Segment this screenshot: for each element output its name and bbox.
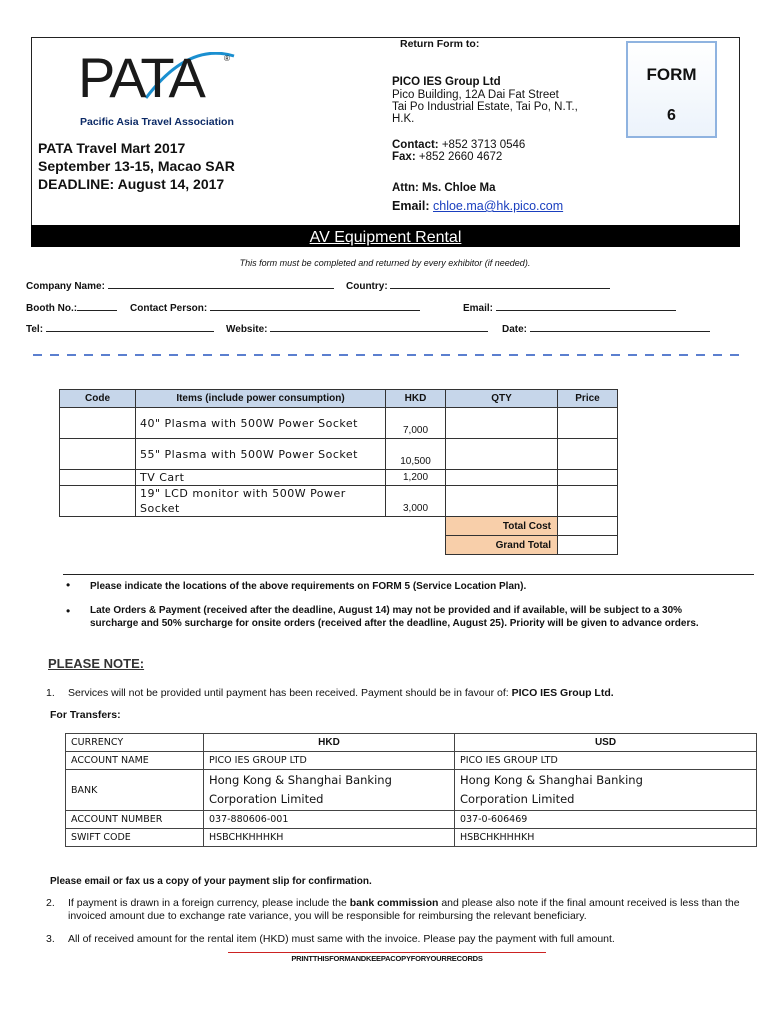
table-row	[66, 752, 757, 770]
total-cost-value[interactable]	[558, 517, 618, 536]
account-number-hkd: 037-880606-001	[204, 811, 455, 829]
header-items: Items (include power consumption)	[136, 390, 386, 408]
item-cell: 55" Plasma with 500W Power Socket	[136, 439, 386, 470]
bank-hkd: Hong Kong & Shanghai Banking Corporation Limited	[204, 770, 455, 811]
total-cost-row	[60, 517, 618, 536]
field-website[interactable]: Website:	[226, 322, 488, 335]
qty-cell[interactable]	[446, 470, 558, 486]
item-cell: TV Cart	[136, 470, 386, 486]
form-number-box	[626, 41, 717, 138]
note-number: 2.	[46, 897, 55, 909]
field-tel[interactable]: Tel:	[26, 322, 214, 335]
country-input[interactable]	[390, 279, 610, 289]
bullet-item: Late Orders & Payment (received after the deadline, August 14) may not be provided and if available, will be subject to a 30% surcharge and 50% surcharge for onsite orders (received after the deadline, August 25). Priority will be given to advance orders.	[90, 605, 699, 629]
fax-number: Fax: +852 2660 4672	[392, 151, 503, 163]
qty-cell[interactable]	[446, 486, 558, 517]
note-number: 1.	[46, 687, 55, 699]
return-company: PICO IES Group Ltd	[392, 76, 501, 88]
qty-cell[interactable]	[446, 408, 558, 439]
contact-phone: Contact: +852 3713 0546	[392, 139, 526, 151]
event-dates: September 13-15, Macao SAR	[38, 158, 235, 174]
total-cost-label: Total Cost	[446, 517, 558, 536]
item-cell: 40" Plasma with 500W Power Socket	[136, 408, 386, 439]
table-row	[66, 770, 757, 811]
code-cell[interactable]	[60, 408, 136, 439]
qty-cell[interactable]	[446, 439, 558, 470]
table-row	[60, 486, 618, 517]
form-label: FORM	[646, 65, 697, 84]
price-cell[interactable]	[558, 439, 618, 470]
hkd-cell: 10,500	[386, 439, 446, 470]
contact-person-input[interactable]	[210, 301, 420, 311]
date-input[interactable]	[530, 322, 710, 332]
account-name-usd: PICO IES GROUP LTD	[455, 752, 757, 770]
note-2: If payment is drawn in a foreign currency, please include the bank commission and please also note if the final amount received is less than the invoiced amount due to exchange rate variance, you will be responsible for reimbursing the relevant beneficiary.	[68, 897, 740, 922]
confirmation-note: Please email or fax us a copy of your payment slip for confirmation.	[50, 876, 372, 887]
header-qty: QTY	[446, 390, 558, 408]
tel-input[interactable]	[46, 322, 214, 332]
email-line: Email: chloe.ma@hk.pico.com	[392, 199, 564, 213]
table-header-row	[60, 390, 618, 408]
swift-hkd: HSBCHKHHHKH	[204, 829, 455, 847]
print-instruction: PRINTTHISFORMANDKEEPACOPYFORYOURRECORDS	[291, 954, 483, 963]
bank-label: BANK	[66, 770, 204, 811]
code-cell[interactable]	[60, 439, 136, 470]
code-cell[interactable]	[60, 486, 136, 517]
header-hkd: HKD	[386, 390, 446, 408]
please-note-heading: PLEASE NOTE:	[48, 656, 145, 671]
email-input[interactable]	[496, 301, 676, 311]
print-rule	[228, 952, 546, 953]
return-label: Return Form to:	[400, 38, 480, 50]
field-company-name[interactable]: Company Name:	[26, 279, 334, 292]
field-contact-person[interactable]: Contact Person:	[130, 301, 420, 314]
table-row	[60, 470, 618, 486]
swift-label: SWIFT CODE	[66, 829, 204, 847]
hkd-cell: 3,000	[386, 486, 446, 517]
account-number-label: ACCOUNT NUMBER	[66, 811, 204, 829]
hkd-cell: 1,200	[386, 470, 446, 486]
bullet-item: Please indicate the locations of the above requirements on FORM 5 (Service Location Plan).	[90, 581, 527, 592]
bullet-icon: •	[66, 578, 71, 592]
account-number-usd: 037-0-606469	[455, 811, 757, 829]
dashed-separator	[33, 354, 745, 356]
field-date[interactable]: Date:	[502, 322, 710, 335]
grand-total-label: Grand Total	[446, 536, 558, 555]
address-line: Pico Building, 12A Dai Fat Street	[392, 89, 559, 101]
logo-wordmark: PATA	[78, 46, 204, 109]
table-row	[66, 829, 757, 847]
hkd-cell: 7,000	[386, 408, 446, 439]
form-number: 6	[667, 107, 676, 124]
price-cell[interactable]	[558, 486, 618, 517]
bank-details-table	[65, 733, 757, 847]
currency-label: CURRENCY	[66, 734, 204, 752]
email-link[interactable]: chloe.ma@hk.pico.com	[433, 199, 564, 213]
attention-line: Attn: Ms. Chloe Ma	[392, 182, 496, 194]
grand-total-value[interactable]	[558, 536, 618, 555]
table-row	[60, 439, 618, 470]
deadline: DEADLINE: August 14, 2017	[38, 176, 225, 192]
note-3: All of received amount for the rental item (HKD) must same with the invoice. Please pay the payment with full amount.	[68, 933, 615, 945]
hkd-header: HKD	[204, 734, 455, 752]
note-1: Services will not be provided until payment has been received. Payment should be in favour of: PICO IES Group Ltd.	[68, 687, 614, 699]
website-input[interactable]	[270, 322, 488, 332]
table-row	[66, 811, 757, 829]
field-booth-no[interactable]: Booth No.:	[26, 301, 117, 314]
event-name: PATA Travel Mart 2017	[38, 140, 186, 156]
item-cell: 19" LCD monitor with 500W Power Socket	[136, 486, 386, 517]
registered-mark: ®	[224, 54, 230, 63]
address-line: Tai Po Industrial Estate, Tai Po, N.T.,	[392, 101, 578, 113]
bank-usd: Hong Kong & Shanghai Banking Corporation Limited	[455, 770, 757, 811]
table-row	[60, 408, 618, 439]
form-subtitle: This form must be completed and returned by every exhibitor (if needed).	[239, 258, 531, 268]
account-name-hkd: PICO IES GROUP LTD	[204, 752, 455, 770]
table-row	[66, 734, 757, 752]
address-line: H.K.	[392, 113, 415, 125]
bullet-icon: •	[66, 604, 71, 618]
logo-tagline: Pacific Asia Travel Association	[80, 116, 234, 128]
form-title: AV Equipment Rental	[309, 229, 462, 246]
account-name-label: ACCOUNT NAME	[66, 752, 204, 770]
title-bar	[31, 225, 740, 247]
for-transfers-label: For Transfers:	[50, 709, 121, 721]
code-cell[interactable]	[60, 470, 136, 486]
company-name-input[interactable]	[108, 279, 334, 289]
separator-line	[63, 574, 754, 575]
price-cell[interactable]	[558, 408, 618, 439]
grand-total-row	[60, 536, 618, 555]
swift-usd: HSBCHKHHHKH	[455, 829, 757, 847]
field-email[interactable]: Email:	[463, 301, 676, 314]
equipment-table	[59, 389, 618, 555]
pata-logo	[78, 46, 238, 130]
booth-no-input[interactable]	[77, 301, 117, 311]
usd-header: USD	[455, 734, 757, 752]
header-price: Price	[558, 390, 618, 408]
price-cell[interactable]	[558, 470, 618, 486]
note-number: 3.	[46, 933, 55, 945]
field-country[interactable]: Country:	[346, 279, 610, 292]
header-code: Code	[60, 390, 136, 408]
